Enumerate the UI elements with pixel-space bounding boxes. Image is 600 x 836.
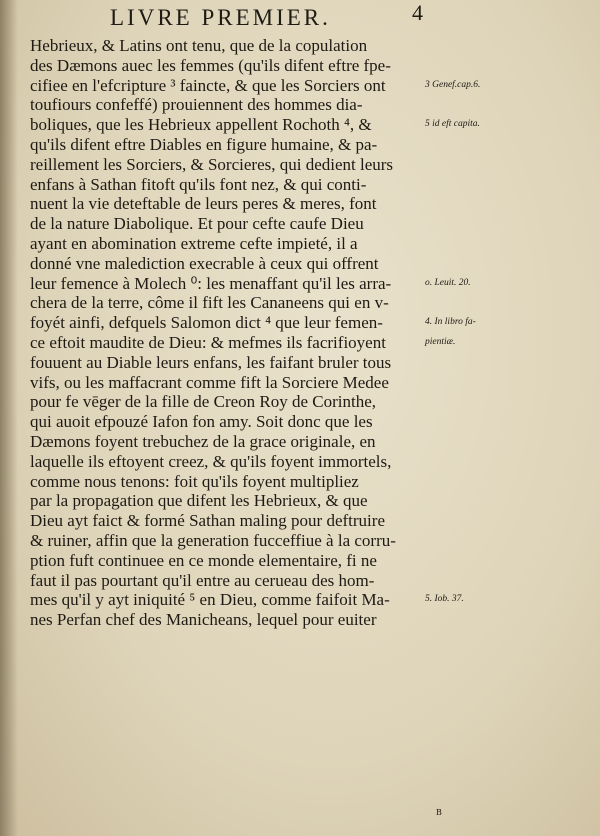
- text-line: Dieu ayt faict & formé Sathan maling pour deftruire: [30, 511, 385, 531]
- page-number: 4: [412, 0, 423, 25]
- text-line: ayant en abomination extreme cefte impieté, il a: [30, 233, 358, 253]
- text-line: reillement les Sorciers, & Sorcieres, qui dedient leurs: [30, 154, 394, 174]
- margin-note: o. Leuit. 20.: [425, 277, 471, 288]
- text-line: faut il pas pourtant qu'il entre au cerueau des hom-: [30, 570, 375, 590]
- text-line: nuent la vie deteftable de leurs peres & meres, font: [30, 194, 377, 214]
- running-head: LIVRE PREMIER.: [110, 5, 331, 30]
- signature-mark: B: [436, 808, 442, 817]
- text-line: qui auoit efpouzé Iafon fon amy. Soit donc que les: [30, 412, 373, 432]
- text-line: & ruiner, affin que la generation fucceffiue à la corru-: [30, 530, 396, 550]
- text-line: cifiee en l'efcripture ³ faincte, & que les Sorciers ont: [30, 75, 386, 95]
- text-line: foyét ainfi, defquels Salomon dict ⁴ que leur femen-: [30, 313, 383, 333]
- margin-note: 4. In libro fa-: [425, 317, 476, 328]
- margin-note: pientiæ.: [425, 337, 456, 347]
- text-line: ption fuft continuee en ce monde elementaire, fi ne: [30, 550, 377, 570]
- binding-shadow: [0, 0, 18, 836]
- page-header: [0, 0, 600, 36]
- text-line: par la propagation que difent les Hebrieux, & que: [30, 491, 368, 511]
- text-line: qu'ils difent eftre Diables en figure humaine, & pa-: [30, 134, 378, 154]
- text-line: boliques, que les Hebrieux appellent Rochoth ⁴, &: [30, 115, 372, 135]
- text-line: donné vne malediction execrable à ceux qui offrent: [30, 253, 379, 273]
- text-line: des Dæmons auec les femmes (qu'ils difent eftre fpe-: [30, 55, 391, 75]
- text-line: enfans à Sathan fitoft qu'ils font nez, & qui conti-: [30, 174, 367, 194]
- margin-note: 3 Genef.cap.6.: [425, 79, 481, 90]
- text-line: nes Perfan chef des Manicheans, lequel pour euiter: [30, 610, 377, 630]
- text-line: vifs, ou les maffacrant comme fift la Sorciere Medee: [30, 372, 389, 392]
- text-line: fouuent au Diable leurs enfans, les faifant bruler tous: [30, 352, 392, 372]
- margin-note: 5 id eft capita.: [425, 119, 480, 130]
- text-line: Dæmons foyent trebuchez de la grace originale, en: [30, 431, 376, 451]
- body-text: [30, 36, 422, 630]
- text-line: chera de la terre, côme il fift les Cananeens qui en v-: [30, 293, 389, 313]
- text-line: de la nature Diabolique. Et pour cefte caufe Dieu: [30, 214, 364, 234]
- text-line: leur femence à Molech ⁰: les menaffant qu'il les arra-: [30, 273, 392, 293]
- text-line: pour fe vēger de la fille de Creon Roy de Corinthe,: [30, 392, 377, 412]
- text-line: mes qu'il y ayt iniquité ⁵ en Dieu, comme faifoit Ma-: [30, 590, 390, 610]
- text-line: ce eftoit maudite de Dieu: & mefmes ils facrifioyent: [30, 332, 386, 352]
- margin-note: 5. Iob. 37.: [425, 594, 464, 605]
- text-line: laquelle ils eftoyent creez, & qu'ils foyent immortels,: [30, 451, 392, 471]
- text-line: toufiours confeffé) prouiennent des hommes dia-: [30, 95, 363, 115]
- text-line: Hebrieux, & Latins ont tenu, que de la copulation: [30, 36, 368, 55]
- text-line: comme nous tenons: foit qu'ils foyent multipliez: [30, 471, 359, 491]
